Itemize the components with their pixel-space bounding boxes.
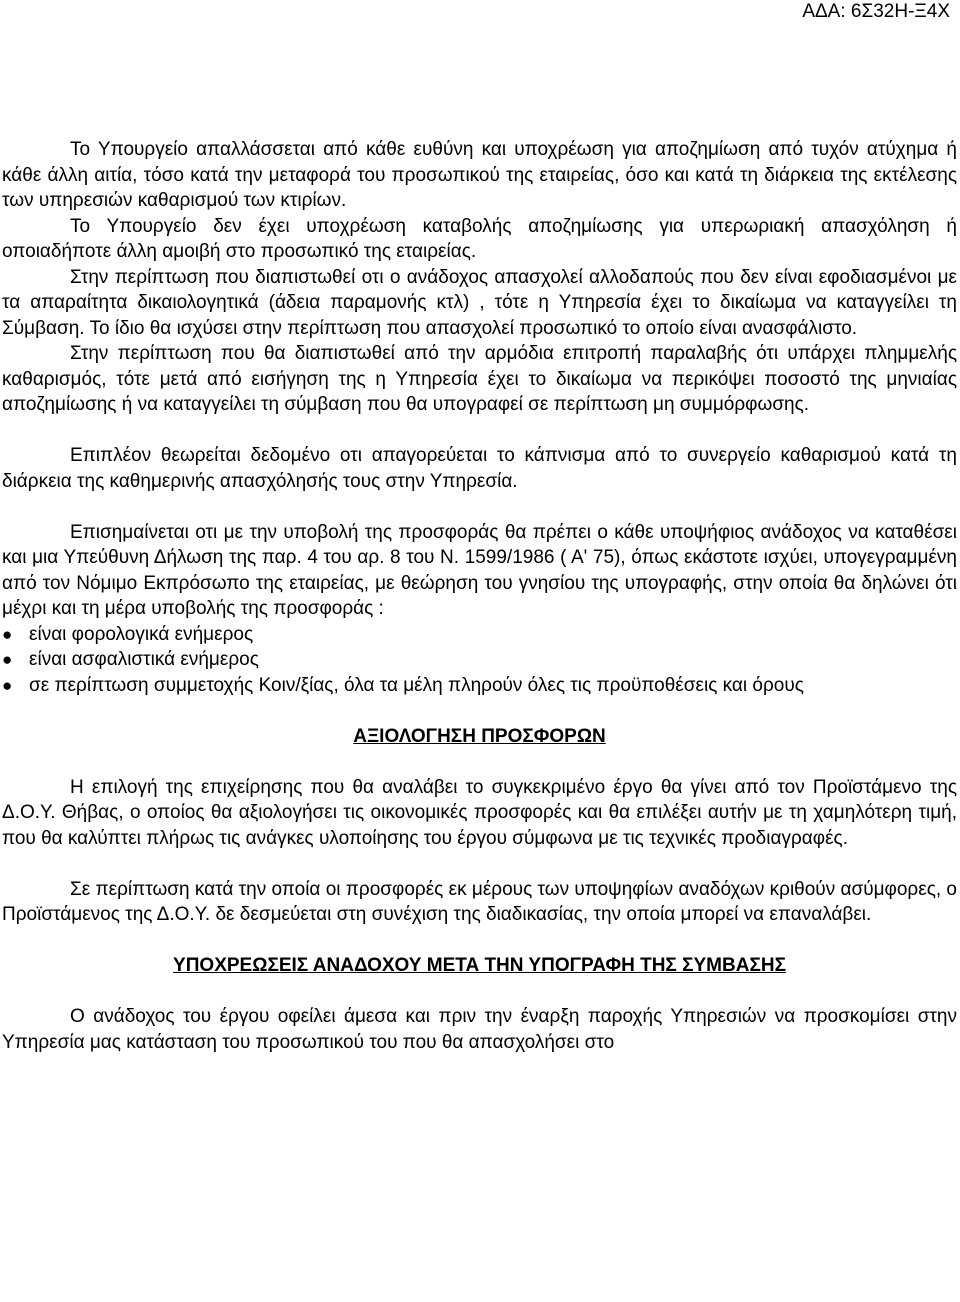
- spacer: [2, 418, 957, 444]
- heading-obligations: ΥΠΟΧΡΕΩΣΕΙΣ ΑΝΑΔΟΧΟΥ ΜΕΤΑ ΤΗΝ ΥΠΟΓΡΑΦΗ ΤΗΣ ΣΥΜΒΑΣΗΣ: [173, 955, 786, 976]
- paragraph-evaluation-unfavourable: Σε περίπτωση κατά την οποία οι προσφορές εκ μέρους των υποψηφίων αναδόχων κριθούν ασύμφορες, ο Προϊστάμενος της Δ.Ο.Υ. δε δεσμεύεται στη συνέχιση της διαδικασίας, την οποία μπορεί να επαναλάβει.: [2, 878, 957, 925]
- list-item: [2, 622, 957, 648]
- list-item: [2, 673, 957, 699]
- document-body: [2, 137, 957, 1055]
- paragraph-liability: Το Υπουργείο απαλλάσσεται από κάθε ευθύνη και υποχρέωση για αποζημίωση από τυχόν ατύχημα ή κάθε άλλη αιτία, τόσο κατά την μεταφορά του προσωπικού της εταιρείας, όσο και κατά τη διάρκεια της εκτέλεσης των υπηρεσιών καθαρισμού των κτιρίων.: [2, 139, 957, 211]
- paragraph-declaration: Επισημαίνεται οτι με την υποβολή της προσφοράς θα πρέπει ο κάθε υποψήφιος ανάδοχος να καταθέσει και μια Υπεύθυνη Δήλωση της παρ. 4 του αρ. 8 του Ν. 1599/1986 ( Α' 75), όπως εκάστοτε ισχύει, υπογεγραμμένη από τον Νόμιμο Εκπρόσωπο της εταιρείας, με θεώρηση του γνησίου της υπογραφής, στην οποία θα δηλώνει ότι μέχρι και τη μέρα υποβολής της προσφοράς :: [2, 521, 957, 619]
- requirements-list: [2, 622, 957, 699]
- spacer: [2, 749, 957, 775]
- heading-evaluation: ΑΞΙΟΛΟΓΗΣΗ ΠΡΟΣΦΟΡΩΝ: [353, 725, 606, 747]
- paragraph-obligations: Ο ανάδοχος του έργου οφείλει άμεσα και πριν την έναρξη παροχής Υπηρεσιών να προσκομίσει στην Υπηρεσία μας κατάσταση του προσωπικού του που θα απασχολήσει στο: [2, 1006, 957, 1053]
- paragraph-poor-cleaning: Στην περίπτωση που θα διαπιστωθεί από την αρμόδια επιτροπή παραλαβής ότι υπάρχει πλημμελής καθαρισμός, τότε μετά από εισήγηση της η Υπηρεσία έχει το δικαίωμα να περικόψει ποσοστό της μηνιαίας αποζημίωσης ή να καταγγείλει τη σύμβαση που θα υπογραφεί σε περίπτωση μη συμμόρφωσης.: [2, 343, 957, 415]
- spacer: [2, 928, 957, 954]
- paragraph-overtime: Το Υπουργείο δεν έχει υποχρέωση καταβολής αποζημίωσης για υπερωριακή απασχόληση ή οποιαδήποτε άλλη αμοιβή στο προσωπικό της εταιρείας.: [2, 215, 957, 262]
- spacer: [2, 698, 957, 724]
- list-item: [2, 647, 957, 673]
- list-item-text: σε περίπτωση συμμετοχής Κοιν/ξίας, όλα τα μέλη πληρούν όλες τις προϋποθέσεις και όρους: [29, 674, 804, 696]
- paragraph-smoking: Επιπλέον θεωρείται δεδομένο οτι απαγορεύεται το κάπνισμα από το συνεργείο καθαρισμού κατά τη διάρκεια της καθημερινής απασχόλησής τους στην Υπηρεσία.: [2, 445, 957, 492]
- spacer: [2, 494, 957, 520]
- list-item-text: είναι ασφαλιστικά ενήμερος: [29, 649, 259, 670]
- spacer: [2, 979, 957, 1005]
- ada-code: ΑΔΑ: 6Σ32Η-Ξ4Χ: [802, 1, 950, 22]
- list-item-text: είναι φορολογικά ενήμερος: [29, 623, 254, 645]
- paragraph-evaluation-selection: Η επιλογή της επιχείρησης που θα αναλάβει το συγκεκριμένο έργο θα γίνει από τον Προϊστάμενο της Δ.Ο.Υ. Θήβας, ο οποίος θα αξιολογήσει τις οικονομικές προσφορές και θα επιλέξει αυτήν με τη χαμηλότερη τιμή, που θα καλύπτει πλήρως τις ανάγκες υλοποίησης του έργου σύμφωνα με τις τεχνικές προδιαγραφές.: [2, 776, 957, 849]
- bullet-icon: ●: [2, 650, 13, 669]
- spacer: [2, 851, 957, 877]
- paragraph-foreign-workers: Στην περίπτωση που διαπιστωθεί οτι ο ανάδοχος απασχολεί αλλοδαπούς που δεν είναι εφοδιασμένοι με τα απαραίτητα δικαιολογητικά (άδεια παραμονής κτλ) , τότε η Υπηρεσία έχει το δικαίωμα να καταγγείλει τη Σύμβαση. Το ίδιο θα ισχύσει στην περίπτωση που απασχολεί προσωπικό το οποίο είναι ανασφάλιστο.: [2, 266, 957, 339]
- bullet-icon: ●: [2, 624, 13, 644]
- bullet-icon: ●: [2, 675, 13, 695]
